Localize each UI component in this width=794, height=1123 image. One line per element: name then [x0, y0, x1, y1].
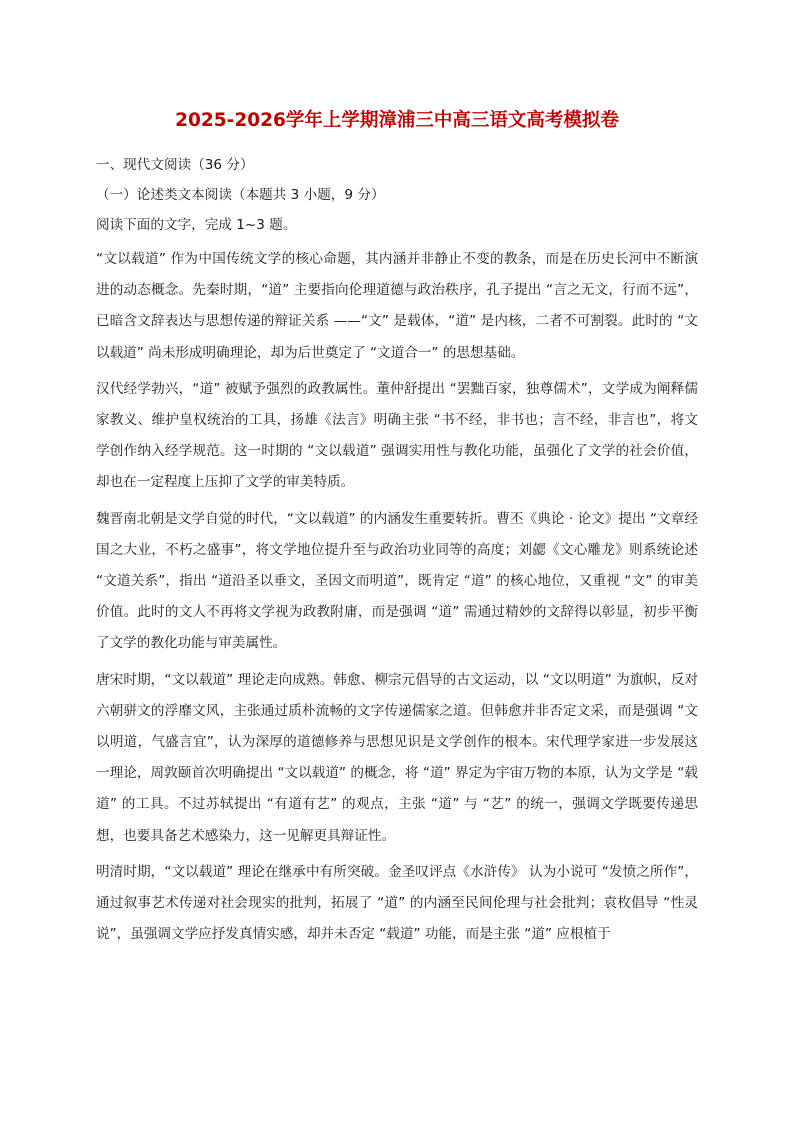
body-paragraph-2: 汉代经学勃兴，“道” 被赋予强烈的政教属性。董仲舒提出 “罢黜百家，独尊儒术”，文学成为阐释儒家教义、维护皇权统治的工具，扬雄《法言》明确主张 “书不经，非书也；言不经，非言也”，将文学创作纳入经学规范。这一时期的 “文以载道” 强调实用性与教化功能，虽强化了文学的社会价值，却也在一定程度上压抑了文学的审美特质。 [96, 380, 698, 491]
section-heading: 一、现代文阅读（36 分） [96, 157, 254, 173]
reading-instruction: 阅读下面的文字，完成 1~3 题。 [96, 217, 297, 233]
body-paragraph-5: 明清时期，“文以载道” 理论在继承中有所突破。金圣叹评点《水浒传》 认为小说可 “发愤之所作”，通过叙事艺术传递对社会现实的批判，拓展了 “道” 的内涵至民间伦理与社会批判；袁枚倡导 “性灵说”，虽强调文学应抒发真情实感，却并未否定 “载道” 功能，而是主张 “道” 应根植于 [96, 863, 698, 943]
body-paragraph-1: “文以载道” 作为中国传统文学的核心命题，其内涵并非静止不变的教条，而是在历史长河中不断演进的动态概念。先秦时期，“道” 主要指向伦理道德与政治秩序，孔子提出 “言之无文，行而不远”，已暗含文辞表达与思想传递的辩证关系 ——“文” 是载体，“道” 是内核，二者不可割裂。此时的 “文以载道” 尚未形成明确理论，却为后世奠定了 “文道合一” 的思想基础。 [96, 251, 698, 361]
body-paragraph-3: 魏晋南北朝是文学自觉的时代，“文以载道” 的内涵发生重要转折。曹丕《典论 · 论文》提出 “文章经国之大业，不朽之盛事”，将文学地位提升至与政治功业同等的高度；刘勰《文心雕龙》则系统论述 “文道关系”，指出 “道沿圣以垂文，圣因文而明道”，既肯定 “道” 的核心地位，又重视 “文” 的审美价值。此时的文人不再将文学视为政教附庸，而是强调 “道” 需通过精妙的文辞得以彰显，初步平衡了文学的教化功能与审美属性。 [96, 510, 698, 652]
subsection-heading: （一）论述类文本阅读（本题共 3 小题，9 分） [96, 187, 385, 203]
body-paragraph-4: 唐宋时期，“文以载道” 理论走向成熟。韩愈、柳宗元倡导的古文运动，以 “文以明道” 为旗帜，反对六朝骈文的浮靡文风，主张通过质朴流畅的文字传递儒家之道。但韩愈并非否定文采，而是强调 “文以明道，气盛言宜”，认为深厚的道德修养与思想见识是文学创作的根本。宋代理学家进一步发展这一理论，周敦颐首次明确提出 “文以载道” 的概念，将 “道” 界定为宇宙万物的本原，认为文学是 “载道” 的工具。不过苏轼提出 “有道有艺” 的观点，主张 “道” 与 “艺” 的统一，强调文学既要传递思想，也要具备艺术感染力，这一见解更具辩证性。 [96, 671, 698, 844]
document-title: 2025-2026学年上学期漳浦三中高三语文高考模拟卷 [175, 110, 619, 131]
